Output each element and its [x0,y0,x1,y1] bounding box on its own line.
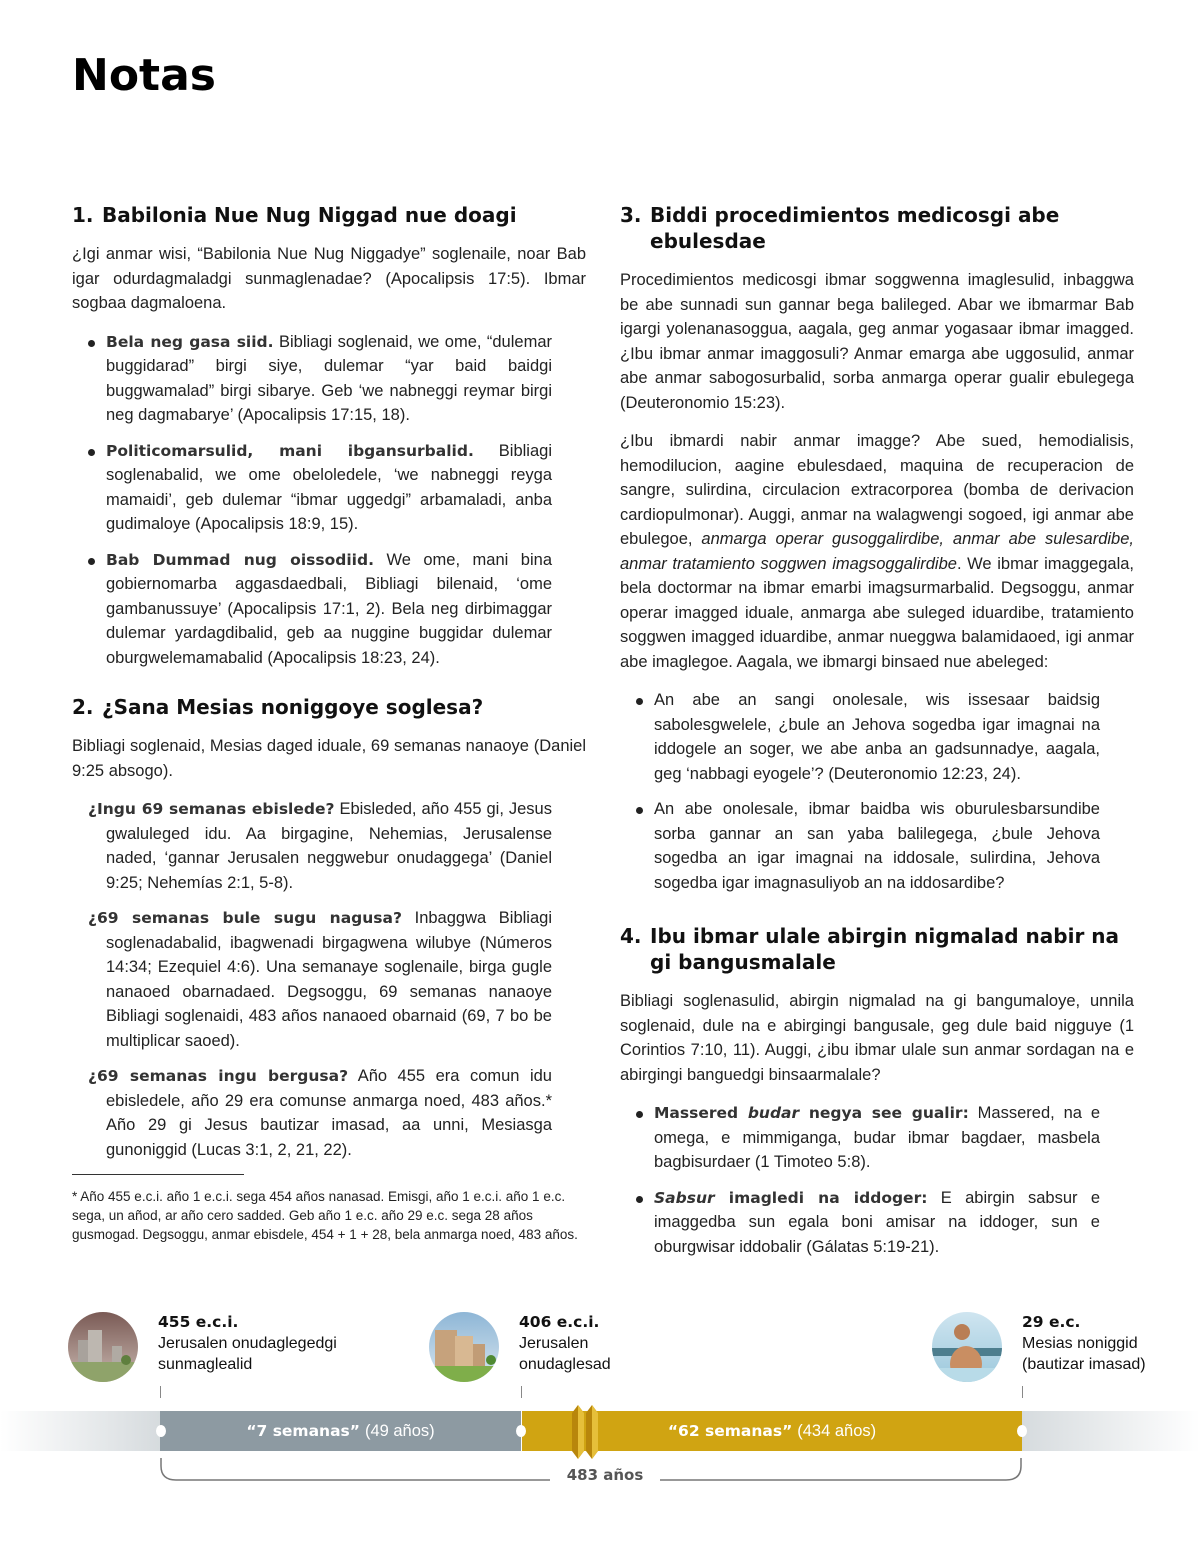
section-3-bullets [620,688,1134,895]
time-break-icon [570,1403,600,1459]
timeline-node [516,1425,526,1437]
segment-label-bold: “62 semanas” [667,1422,793,1440]
bullet-text: An abe onolesale, ibmar baidba wis oburulesbarsundibe sorba gannar an san yaba balilegega, ¿bule Jehova sogedba an igar imagnai na iddosale, sulirdina, Jehova sogedba igar imagnasuliyob an na iddosardibe? [654,800,1100,892]
italic-text-run: anmarga operar gusoggalirdibe, anmar abe sulesardibe, anmar tratamiento soggwen imagsoggalirdibe [620,530,1134,573]
event-date: 455 e.c.i. [158,1313,239,1331]
section-title: Biddi procedimientos medicosgi abe ebulesdae [650,203,1060,253]
segment-label: (434 años) [797,1421,877,1440]
qa-answer: Ebisleded, año 455 gi, Jesus gwaluleged idu. Aa birgagine, Nehemias, Jerusalense naded, ‘gannar Jerusalen neggwebur onudaggega’ (Daniel 9:25; Nehemías 2:1, 5-8). [106,800,552,892]
section-number: 2. [72,695,94,719]
bullet-item [88,439,586,537]
section-title: Ibu ibmar ulale abirgin nigmalad nabir na gi bangusmalale [650,924,1120,974]
event-label: Jerusalen [519,1335,589,1352]
bullet-icon [636,1196,643,1203]
event-tick [521,1386,522,1398]
left-column [72,202,586,1244]
bullet-text: An abe an sangi onolesale, wis issesaar baidsig sabolesgwelele, ¿bule an Jehova sogedba igar imagnai na iddogele an soger, we abe anba an gadsunnadye, aagala, geg ‘nabbagi eyogele’? (Deuteronomio 12:23, 24). [654,691,1100,783]
bullet-text: E abirgin sabsur e imaggedba sun egala boni amisar na iddoger, sun e oburgwisar iddobalir (Gálatas 5:19-21). [654,1188,1100,1256]
section-4-heading [620,923,1134,975]
section-4 [620,923,1134,1259]
bullet-icon [636,1111,643,1118]
total-span-label: 483 años [550,1466,660,1484]
event-tick [160,1386,161,1398]
bullet-icon [636,698,643,705]
qa-answer: Año 455 era comun idu ebisledele, año 29 era comunse anmarga noed, 483 años.* Año 29 gi Jesus bautizar imasad, aa unni, Mesiasga gunoniggid (Lucas 3:1, 2, 21, 22). [106,1067,552,1159]
bullet-icon [88,558,95,565]
section-3-paragraph-1: Procedimientos medicosgi ibmar soggwenna imaglesulid, inbaggwa be abe sunnadi sun gannar bega balileged. Abar we ibmarmar Bab igargi yolenanasoggua, aagala, geg anmar yogasaar ibmar imagged. ¿Ibu ibmar anmar imaggosuli? Anmar emarga abe uggosulid, anmar abe anmar sabogosurbalid, sorba anmarga operar gualir ebulegega (Deuteronomio 15:23). [620,271,1134,412]
bullet-lead: Massered budar negya see gualir: [654,1104,969,1122]
event-label: sunmaglealid [158,1356,253,1373]
section-title: ¿Sana Mesias noniggoye soglesa? [102,695,484,719]
qa-answer: Inbaggwa Bibliagi soglenadabalid, ibagwenadi birgagwena wilubye (Números 14:34; Ezequiel 4:6). Una semanaye soglenaile, birga gugle nanaoed obarnadaed. Degsoggu, 69 semanas nanaoye Bibliagi soglenaidi, 483 años nanaoed obarnaid (69, 7 bo be multiplicar saoed). [106,909,552,1050]
qa-item [88,797,586,895]
section-4-bullets [620,1101,1134,1259]
qa-question: ¿Ingu 69 semanas ebislede? [88,800,335,818]
segment-7-weeks [160,1411,521,1451]
right-column [620,202,1134,1275]
section-1-intro: ¿Igi anmar wisi, “Babilonia Nue Nug Niggadye” soglenaile, noar Bab igar odurdagmaladgi sunmaglenadae? (Apocalipsis 17:5). Ibmar sogbaa dagmaloena. [72,245,586,312]
rebuilt-walls-illustration [429,1312,499,1382]
timeline-node [156,1425,166,1437]
bullet-lead: Bab Dummad nug oissodiid. [106,550,374,569]
timeline-fade-right [1022,1411,1200,1451]
text-run: . We ibmar imaggegala, bela doctormar na ibmar emarbi imagsurmarbalid. Degsoggu, anmar operar imagged iduale, anmarga abe suleged iduardibe, tratamiento soggwen imagged iduardibe, anmar nueggwa balamidaoed, igi anmar abe imaglegoe. Aagala, we ibmargi binsaed nue abeleged: [620,554,1134,671]
timeline-fade-left [0,1411,160,1451]
bullet-item [636,1101,1134,1175]
footnote-divider [72,1174,244,1175]
event-date: 29 e.c. [1022,1313,1081,1331]
section-1-heading [72,202,586,228]
timeline-node [1017,1425,1027,1437]
timeline-bar [0,1411,1200,1451]
footnote: * Año 455 e.c.i. año 1 e.c.i. sega 454 años nanasad. Emisgi, año 1 e.c.i. año 1 e.c. sega, un añod, ar año cero sadded. Geb año 1 e.c. año 29 e.c. sega 28 años gusmogad. Degsoggu, anmar ebisdele, 454 + 1 + 28, bela anmarga noed, 483 años. [72,1189,578,1242]
event-label: onudaglesad [519,1356,611,1373]
qa-item [88,906,586,1053]
bullet-item [88,330,586,428]
timeline-event [932,1312,1146,1382]
section-4-intro: Bibliagi soglenasulid, abirgin nigmalad na gi bangumaloye, unnila soglenaid, dule na e abirgingi bangusale, geg dule baid nigguye (1 Corintios 7:10, 11). Auggi, ¿ibu ibmar ulale sun anmar sordagan na e abirgingi banguedgi binsaarmalale? [620,992,1134,1084]
bullet-icon [88,449,95,456]
bullet-lead: Sabsur imagledi na iddoger: [654,1188,928,1207]
qa-item [88,1064,586,1162]
qa-question: ¿69 semanas bule sugu nagusa? [88,909,402,927]
bullet-item [636,688,1134,786]
bullet-text: We ome, mani bina gobiernomarba aggasdaedbali, Bibliagi bilenaid, ‘ome gambanussuye’ (Apocalipsis 17:1, 2). Bela neg dirbimaggar dulemar yardagdibalid, geb aa nuggine buggidar dulemar oburgwelemamabalid (Apocalipsis 18:23, 24). [106,550,552,667]
bullet-icon [88,340,95,347]
section-3-paragraph-2 [620,429,1134,674]
event-label: Mesias noniggid [1022,1335,1138,1352]
bullet-lead: Bela neg gasa siid. [106,332,274,351]
page-title: Notas [72,50,216,101]
timeline [0,1300,1200,1500]
section-number: 4. [620,924,642,948]
section-3 [620,202,1134,895]
bullet-lead: Politicomarsulid, mani ibgansurbalid. [106,441,474,460]
bullet-item [636,1186,1134,1260]
event-label: Jerusalen onudaglegedgi [158,1335,337,1352]
segment-label: (49 años) [364,1421,435,1440]
section-number: 1. [72,203,94,227]
qa-question: ¿69 semanas ingu bergusa? [88,1067,349,1085]
baptism-illustration [932,1312,1002,1382]
section-2 [72,694,586,1244]
section-3-heading [620,202,1134,254]
event-tick [1022,1386,1023,1398]
section-1-bullets [72,330,586,671]
section-2-intro: Bibliagi soglenaid, Mesias daged iduale, 69 semanas nanaoye (Daniel 9:25 absogo). [72,737,586,780]
timeline-event [68,1312,337,1382]
event-label: (bautizar imasad) [1022,1356,1146,1373]
ruined-walls-illustration [68,1312,138,1382]
section-title: Babilonia Nue Nug Niggad nue doagi [102,203,517,227]
timeline-event [429,1312,611,1382]
bullet-item [88,548,586,671]
bullet-text: Bibliagi soglenaid, we ome, “dulemar buggidarad” birgi siye, dulemar “yar baid baidgi buggwamalad” birgi sibarye. Geb ‘we nabneggi reymar birgi neg dagmabarye’ (Apocalipsis 17:15, 18). [106,332,552,424]
text-run: ¿Ibu ibmardi nabir anmar imagge? Abe sued, hemodialisis, hemodilucion, aagine ebulesdaed, maquina de recuperacion de sangre, sulirdina, circulacion extracorporea (bomba de derivacion cardiopulmonar). Auggi, anmar na walagwengi sogoed, igi anmar abe ebulegoe, [620,432,1134,548]
section-1 [72,202,586,670]
bullet-text: Bibliagi soglenabalid, we ome obeloledele, ‘we nabneggi reyga mamaidi’, geb dulemar “ibmar uggedgi” arbamaladi, anba gudimaloye (Apocalipsis 18:9, 15). [106,441,552,533]
bullet-text: Massered, na e omega, e mimmiganga, budar ibmar bagdaer, masbela bagbisurdaer (1 Timoteo 5:8). [654,1104,1101,1171]
section-number: 3. [620,203,642,227]
bullet-item [636,797,1134,895]
segment-label-bold: “7 semanas” [246,1422,360,1440]
section-2-heading [72,694,586,720]
bullet-icon [636,807,643,814]
event-date: 406 e.c.i. [519,1313,600,1331]
